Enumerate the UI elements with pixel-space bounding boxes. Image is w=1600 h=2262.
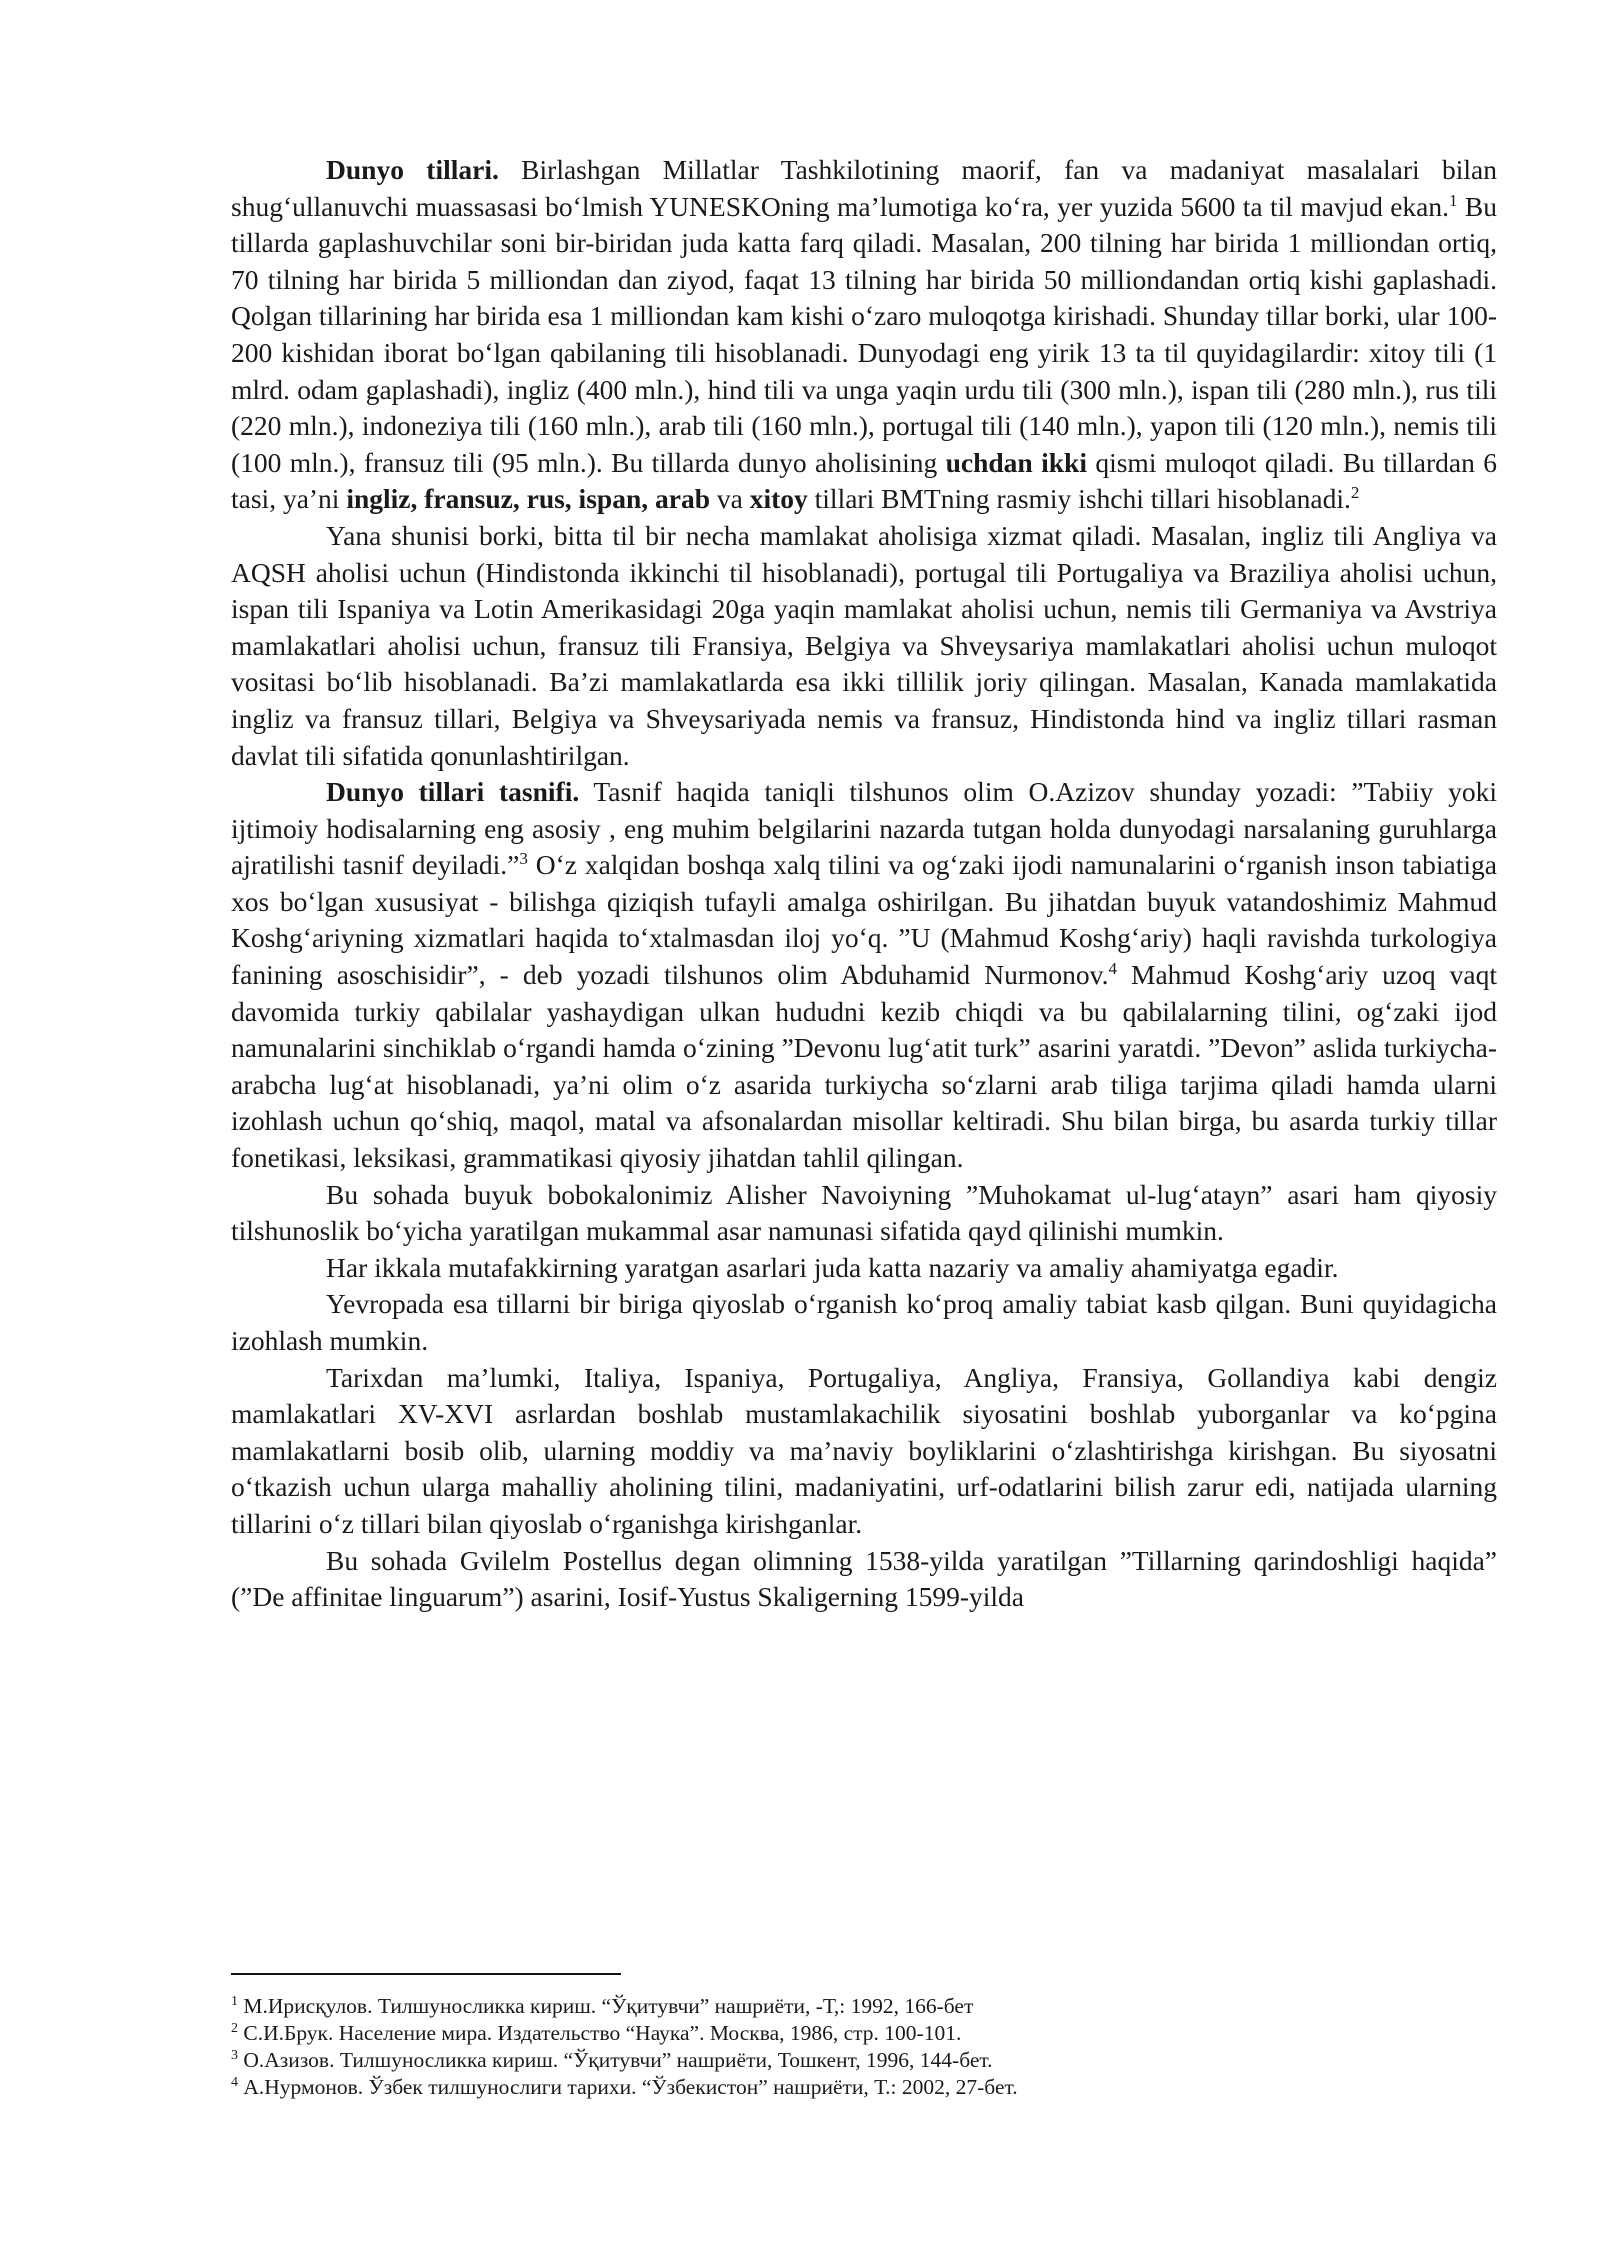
paragraph-text: Bu tillarda gaplashuvchilar soni bir-biridan juda katta farq qiladi. Masalan, 200 tilning har birida 1 milliondan ortiq, 70 tilning har birida 5 milliondan dan ziyod, faqat 13 tilning har birida 50 milliondandan ortiq kishi gaplashadi. Qolgan tillarining har birida esa 1 milliondan kam kishi o‘zaro muloqotga kirishadi. Shunday tillar borki, ular 100-200 kishidan iborat bo‘lgan qabilaning tili hisoblanadi. Dunyodagi eng yirik 13 ta til quyidagilardir: xitoy tili (1 mlrd. odam gaplashadi), ingliz (400 mln.), hind tili va unga yaqin urdu tili (300 mln.), ispan tili (280 mln.), rus tili (220 mln.), indoneziya tili (160 mln.), arab tili (160 mln.), portugal tili (140 mln.), yapon tili (120 mln.), nemis tili (100 mln.), fransuz tili (95 mln.). Bu tillarda dunyo aholisining — [231, 190, 1497, 478]
footnotes — [231, 1973, 1497, 2101]
section-heading: Dunyo tillari tasnifi. — [326, 776, 580, 808]
paragraph-text: va — [710, 483, 750, 515]
bold-phrase: uchdan ikki — [945, 446, 1087, 478]
paragraph-text: tillari BMTning rasmiy ishchi tillari hisoblanadi. — [807, 483, 1351, 515]
footnote-number: 4 — [231, 2074, 238, 2090]
footnote-number: 1 — [231, 1993, 238, 2009]
paragraph: Tarixdan ma’lumki, Italiya, Ispaniya, Portugaliya, Angliya, Fransiya, Gollandiya kabi dengiz mamlakatlari XV-XVI asrlardan boshlab mustamlakachilik siyosatini boshlab yuborganlar va ko‘pgina mamlakatlarni bosib olib, ularning moddiy va ma’naviy boyliklarini o‘zlashtirishga kirishgan. Bu siyosatni o‘tkazish uchun ularga mahalliy aholining tilini, madaniyatini, urf-odatlarini bilish zarur edi, natijada ularning tillarini o‘z tillari bilan qiyoslab o‘rganishga kirishganlar. — [231, 1361, 1497, 1539]
footnote-ref: 1 — [1449, 190, 1458, 210]
footnote — [231, 1993, 1497, 2020]
paragraph: Bu sohada buyuk bobokalonimiz Alisher Navoiyning ”Muhokamat ul-lug‘atayn” asari ham qiyosiy tilshunoslik bo‘yicha yaratilgan mukammal asar namunasi sifatida qayd qilinishi mumkin. — [231, 1178, 1497, 1247]
paragraph-text: Tasnif haqida taniqli tilshunos olim O.Azizov shunday yozadi: ”Tabiiy yoki ijtimoiy hodisalarning eng asosiy , eng muhim belgilarini nazarda tutgan holda dunyodagi narsalaning guruhlarga ajratilishi tasnif deyiladi.” — [231, 776, 1498, 881]
footnote-separator — [231, 1973, 621, 1975]
paragraph-dunyo-tillari-tasnifi — [231, 774, 1497, 1177]
footnote-ref: 4 — [1108, 958, 1117, 978]
bold-phrase: ingliz, fransuz, rus, ispan, arab — [346, 483, 710, 515]
footnote-text: С.И.Брук. Население мира. Издательство “Наука”. Москва, 1986, стр. 100-101. — [238, 2021, 962, 2045]
footnote-ref: 3 — [519, 849, 528, 869]
footnote-text: А.Нурмонов. Ўзбек тилшунослиги тарихи. “Ўзбекистон” нашриёти, Т.: 2002, 27-бет. — [238, 2075, 1018, 2099]
footnote — [231, 2047, 1497, 2074]
footnote-number: 3 — [231, 2047, 238, 2063]
paragraph-dunyo-tillari — [231, 152, 1497, 518]
footnote-text: О.Азизов. Тилшуносликка кириш. “Ўқитувчи” нашриёти, Тошкент, 1996, 144-бет. — [238, 2048, 993, 2072]
paragraph: Yana shunisi borki, bitta til bir necha mamlakat aholisiga xizmat qiladi. Masalan, ingliz tili Angliya va AQSH aholisi uchun (Hindistonda ikkinchi til hisoblanadi), portugal tili Portugaliya va Braziliya aholisi uchun, ispan tili Ispaniya va Lotin Amerikasidagi 20ga yaqin mamlakat aholisi uchun, nemis tili Germaniya va Avstriya mamlakatlari aholisi uchun, fransuz tili Fransiya, Belgiya va Shveysariya mamlakatlari aholisi uchun muloqot vositasi bo‘lib hisoblanadi. Ba’zi mamlakatlarda esa ikki tillilik joriy qilingan. Masalan, Kanada mamlakatida ingliz va fransuz tillari, Belgiya va Shveysariyada nemis va fransuz, Hindistonda hind va ingliz tillari rasman davlat tili sifatida qonunlashtirilgan. — [231, 519, 1497, 771]
paragraph: Har ikkala mutafakkirning yaratgan asarlari juda katta nazariy va amaliy ahamiyatga egadir. — [326, 1251, 1339, 1283]
footnote — [231, 2074, 1497, 2101]
footnote-text: М.Ирисқулов. Тилшуносликка кириш. “Ўқитувчи” нашриёти, -Т,: 1992, 166-бет — [238, 1994, 974, 2018]
footnote-ref: 2 — [1350, 483, 1360, 503]
paragraph-text: Mahmud Koshg‘ariy uzoq vaqt davomida turkiy qabilalar yashaydigan ulkan hududni kezib chiqdi va bu qabilalarning tilini, og‘zaki ijod namunalarini sinchiklab o‘rgandi hamda o‘zining ”Devonu lug‘atit turk” asarini yaratdi. ”Devon” aslida turkiycha-arabcha lug‘at hisoblanadi, ya’ni olim o‘z asarida turkiycha so‘zlarni arab tiliga tarjima qiladi hamda ularni izohlash uchun qo‘shiq, maqol, matal va afsonalardan misollar keltiradi. Shu bilan birga, bu asarda turkiy tillar fonetikasi, leksikasi, grammatikasi qiyosiy jihatdan tahlil qilingan. — [231, 959, 1497, 1174]
paragraph-text: Birlashgan Millatlar Tashkilotining maorif, fan va madaniyat masalalari bilan shug‘ullanuvchi muassasasi bo‘lmish YUNESKOning ma’lumotiga ko‘ra, yer yuzida 5600 ta til mavjud ekan. — [231, 154, 1498, 222]
paragraph-text: qismi muloqot qiladi. Bu tillardan 6 tasi, ya’ni — [231, 446, 1497, 515]
footnote — [231, 2020, 1497, 2047]
paragraph: Yevropada esa tillarni bir biriga qiyoslab o‘rganish ko‘proq amaliy tabiat kasb qilgan. Buni quyidagicha izohlash mumkin. — [231, 1288, 1497, 1356]
bold-phrase: xitoy — [749, 483, 808, 515]
section-heading: Dunyo tillari. — [326, 154, 499, 185]
footnote-number: 2 — [231, 2020, 238, 2036]
paragraph: Bu sohada Gvilelm Postellus degan olimning 1538-yilda yaratilgan ”Tillarning qarindoshligi haqida” (”De affinitae linguarum”) asarini, Iosif-Yustus Skaligerning 1599-yilda — [231, 1544, 1497, 1613]
document-body — [231, 152, 1497, 1616]
paragraph-text: O‘z xalqidan boshqa xalq tilini va og‘zaki ijodi namunalarini o‘rganish inson tabiatiga xos bo‘lgan xususiyat - bilishga qiziqish tufayli amalga oshirilgan. Bu jihatdan buyuk vatandoshimiz Mahmud Koshg‘ariyning xizmatlari haqida to‘xtalmasdan iloj yo‘q. ”U (Mahmud Koshg‘ariy) haqli ravishda turkologiya fanining asoschisidir”, - deb yozadi tilshunos olim Abduhamid Nurmonov. — [231, 849, 1498, 991]
